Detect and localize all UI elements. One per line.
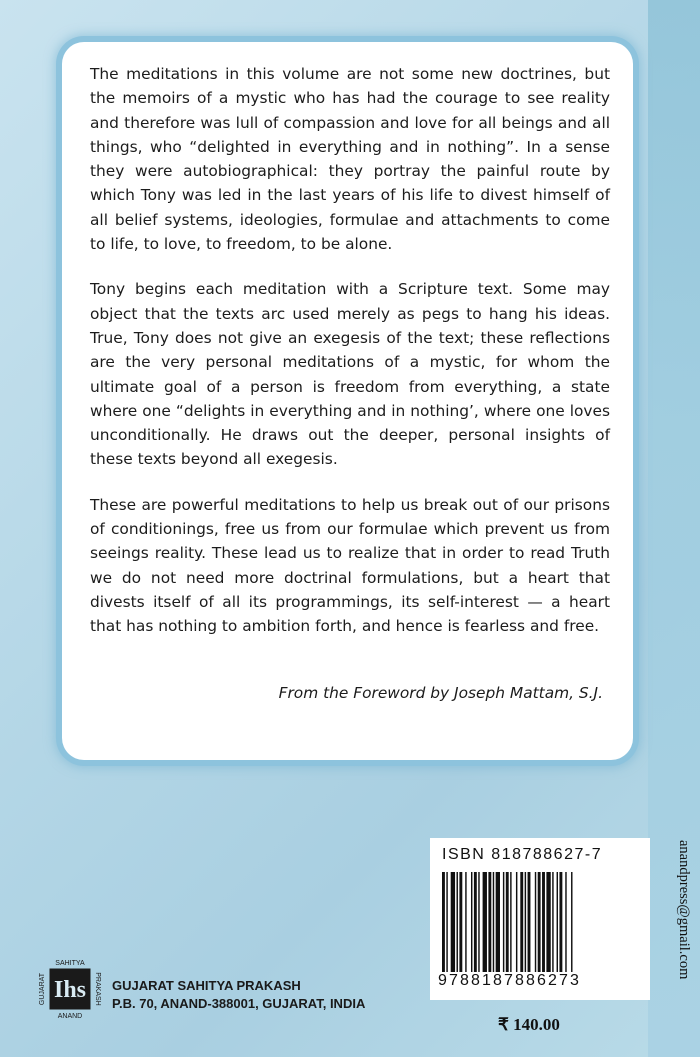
cover-edge-strip (648, 0, 700, 1057)
publisher-logo-icon (36, 955, 104, 1023)
logo-monogram: Ihs (53, 977, 87, 1003)
publisher-address: P.B. 70, ANAND-388001, GUJARAT, INDIA (112, 996, 366, 1011)
logo-top-word: SAHITYA (55, 960, 85, 967)
publisher-name: GUJARAT SAHITYA PRAKASH (112, 978, 301, 993)
foreword-attribution: From the Foreword by Joseph Mattam, S.J. (278, 684, 603, 702)
logo-left-word: GUJARAT (39, 972, 46, 1006)
blurb-paragraph-2: Tony begins each meditation with a Scripture text. Some may object that the texts arc used merely as pegs to hang his ideas. True, Tony does not give an exegesis of the text; these reflections are the very personal meditations of a mystic, for whom the ultimate goal of a person is freedom from everything, a state where one “delights in everything and in nothing’, where one loves unconditionally. He draws out the deeper, personal insights of these texts beyond all exegesis. (90, 280, 610, 469)
logo-bottom-word: ANAND (57, 1013, 83, 1020)
blurb-text (90, 62, 610, 660)
blurb-paragraph-1: The meditations in this volume are not some new doctrines, but the memoirs of a mystic who has had the courage to see reality and therefore was lull of compassion and love for all beings and all things, who “delighted in everything and in nothing”. In a sense they were autobiographical: they portray the painful route by which Tony was led in the last years of his life to divest himself of all belief systems, ideologies, formulae and attachments to come to life, to love, to freedom, to be alone. (90, 65, 610, 254)
publisher-email: anandpress@gmail.com (676, 840, 692, 980)
logo-right-word: PRAKASH (94, 972, 101, 1006)
barcode-icon (442, 872, 638, 972)
isbn-barcode-panel (430, 838, 650, 1000)
barcode-number: 9788187886273 (438, 972, 581, 989)
blurb-panel (62, 42, 633, 760)
book-price: ₹ 140.00 (498, 1015, 560, 1034)
isbn-label: ISBN 818788627-7 (442, 846, 603, 863)
blurb-paragraph-3: These are powerful meditations to help us break out of our prisons of conditionings, free us from our formulae which prevent us from seeings reality. These lead us to realize that in order to read Truth we do not need more doctrinal formulations, but a heart that divests itself of all its programmings, its self-interest — a heart that has nothing to ambition forth, and hence is fearless and free. (90, 495, 610, 636)
